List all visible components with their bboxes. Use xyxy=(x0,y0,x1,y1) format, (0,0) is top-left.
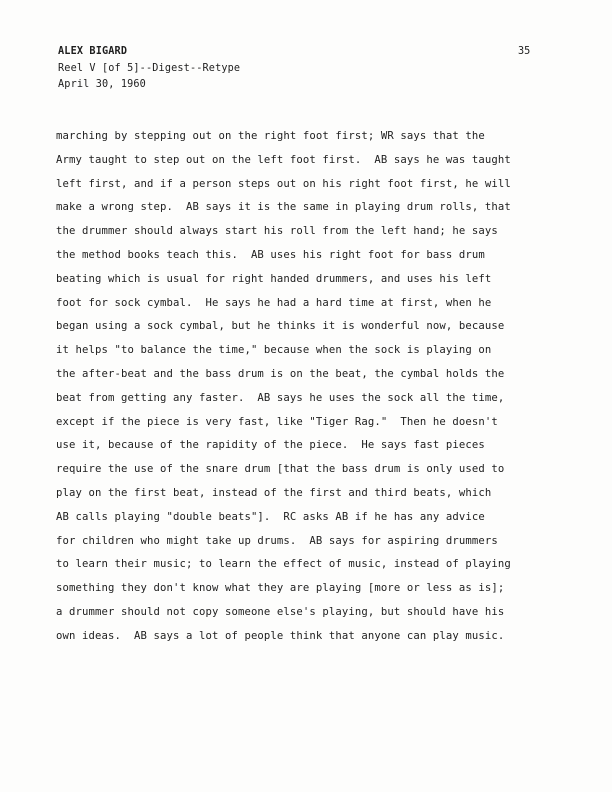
body-line: began using a sock cymbal, but he thinks it is wonderful now, because xyxy=(56,320,505,333)
body-line: it helps "to balance the time," because when the sock is playing on xyxy=(56,344,492,357)
body-line: marching by stepping out on the right foot first; WR says that the xyxy=(56,130,485,142)
body-line: left first, and if a person steps out on his right foot first, he will xyxy=(56,177,511,190)
body-line: to learn their music; to learn the effect of music, instead of playing xyxy=(56,558,511,571)
body-line: the method books teach this. AB uses his right foot for bass drum xyxy=(56,248,485,261)
body-line: for children who might take up drums. AB says for aspiring drummers xyxy=(56,534,498,547)
body-line: Army taught to step out on the left foot first. AB says he was taught xyxy=(56,153,511,166)
body-line: make a wrong step. AB says it is the same in playing drum rolls, that xyxy=(56,201,511,214)
transcript-body xyxy=(56,125,546,649)
body-line: use it, because of the rapidity of the piece. He says fast pieces xyxy=(56,439,485,452)
body-line: the after-beat and the bass drum is on the beat, the cymbal holds the xyxy=(56,367,505,380)
body-line: beat from getting any faster. AB says he uses the sock all the time, xyxy=(56,391,505,404)
body-line: the drummer should always start his roll from the left hand; he says xyxy=(56,225,498,238)
body-line: beating which is usual for right handed drummers, and uses his left xyxy=(56,272,492,285)
header-date: April 30, 1960 xyxy=(58,79,146,90)
body-line: own ideas. AB says a lot of people think that anyone can play music. xyxy=(56,629,505,642)
body-line: require the use of the snare drum [that the bass drum is only used to xyxy=(56,463,505,476)
document-header xyxy=(58,44,240,94)
body-line: play on the first beat, instead of the first and third beats, which xyxy=(56,486,492,499)
body-line: except if the piece is very fast, like "Tiger Rag." Then he doesn't xyxy=(56,415,498,428)
page-number: 35 xyxy=(518,46,531,57)
body-line: AB calls playing "double beats"]. RC asks AB if he has any advice xyxy=(56,510,485,523)
body-line: foot for sock cymbal. He says he had a hard time at first, when he xyxy=(56,296,492,309)
body-line: a drummer should not copy someone else's playing, but should have his xyxy=(56,605,505,618)
header-name: ALEX BIGARD xyxy=(58,46,128,57)
header-reel: Reel V [of 5]--Digest--Retype xyxy=(58,62,241,74)
body-line: something they don't know what they are playing [more or less as is]; xyxy=(56,582,505,595)
